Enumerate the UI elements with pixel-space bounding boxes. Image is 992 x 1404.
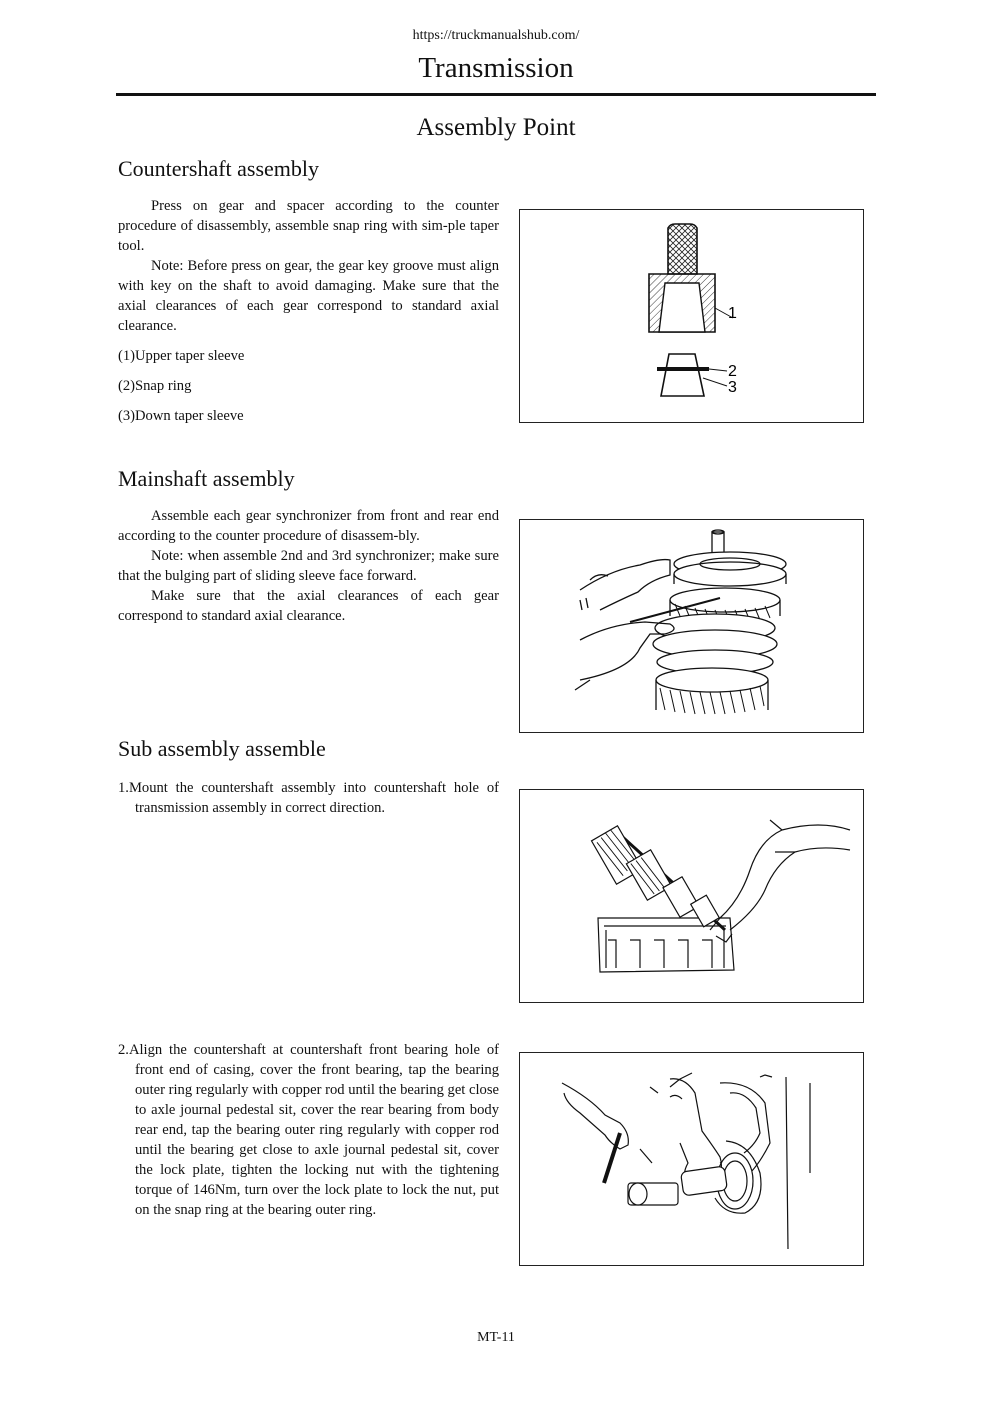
- countershaft-para-1: Press on gear and spacer according to the counter procedure of disassembly, assemble snap ring with sim-ple taper tool.: [118, 198, 499, 254]
- list-item: (2)Snap ring: [118, 378, 192, 394]
- list-item: (1)Upper taper sleeve: [118, 348, 245, 364]
- page-number: MT-11: [477, 1330, 515, 1345]
- down-taper-sleeve-drawing: [657, 354, 727, 396]
- upper-taper-sleeve-drawing: [649, 224, 733, 332]
- figure-label-3: 3: [728, 379, 737, 396]
- countershaft-install-figure: [519, 789, 864, 1003]
- figure-label-2: 2: [728, 363, 737, 380]
- header-rule: [116, 93, 876, 96]
- sub-assembly-step-1-text: [118, 778, 499, 818]
- mainshaft-para-1: Assemble each gear synchronizer from front and rear end according to the counter procedure of disassem-bly.: [118, 508, 499, 544]
- mainshaft-para-3: Make sure that the axial clearances of each gear correspond to standard axial clearance.: [118, 588, 499, 624]
- document-title: Transmission: [418, 52, 574, 84]
- countershaft-heading: Countershaft assembly: [118, 156, 320, 181]
- mainshaft-synchronizer-figure: [519, 519, 864, 733]
- mainshaft-para-2: Note: when assemble 2nd and 3rd synchronizer; make sure that the bulging part of sliding sleeve face forward.: [118, 548, 499, 584]
- countershaft-text: [118, 196, 499, 436]
- countershaft-para-2: Note: Before press on gear, the gear key groove must align with key on the shaft to avoid damaging. Make sure that the axial clearances of each gear correspond to standard axial clearance.: [118, 258, 499, 334]
- section-title: Assembly Point: [416, 114, 576, 141]
- list-item: (3)Down taper sleeve: [118, 408, 244, 424]
- mainshaft-text: [118, 506, 499, 626]
- sub-assembly-step-2-text: [118, 1040, 499, 1220]
- sub-assembly-heading: Sub assembly assemble: [118, 736, 326, 761]
- figure-label-1: 1: [728, 305, 737, 322]
- header-url: https://truckmanualshub.com/: [412, 28, 580, 43]
- mainshaft-heading: Mainshaft assembly: [118, 466, 295, 491]
- taper-tool-figure: [519, 209, 864, 423]
- step-2: 2.Align the countershaft at countershaft front bearing hole of front end of casing, cover the front bearing, tap the bearing outer ring regularly with copper rod until the bearing get close to axle journal pedestal sit, cover the rear bearing from body rear end, tap the bearing outer ring regularly with copper rod until the bearing get close to axle journal pedestal sit, cover the lock plate, tighten the locking nut with the tightening torque of 146Nm, turn over the lock plate to lock the nut, put on the snap ring at the bearing outer ring.: [118, 1042, 499, 1218]
- bearing-tapping-figure: [519, 1052, 864, 1266]
- step-1: 1.Mount the countershaft assembly into countershaft hole of transmission assembly in correct direction.: [118, 780, 499, 816]
